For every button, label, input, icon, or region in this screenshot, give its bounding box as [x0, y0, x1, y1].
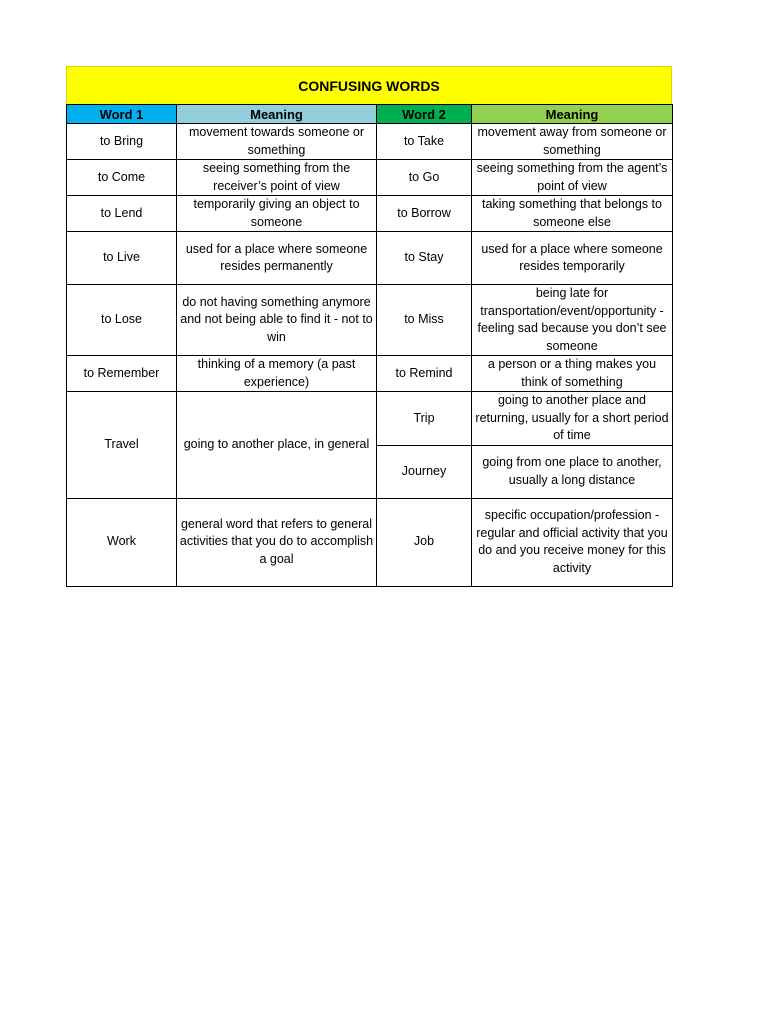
meaning2-cell: movement away from someone or something [472, 124, 673, 160]
meaning1-cell: used for a place where someone resides permanently [177, 232, 377, 285]
meaning2-cell: used for a place where someone resides temporarily [472, 232, 673, 285]
header-meaning2: Meaning [472, 105, 673, 124]
header-meaning1: Meaning [177, 105, 377, 124]
table-row [67, 232, 673, 285]
meaning1-cell: thinking of a memory (a past experience) [177, 356, 377, 392]
word2-cell: Trip [377, 392, 472, 446]
word1-cell: to Bring [67, 124, 177, 160]
word2-cell: to Borrow [377, 196, 472, 232]
meaning2-cell: specific occupation/profession - regular and official activity that you do and you receive money for this activity [472, 498, 673, 586]
word2-cell: to Take [377, 124, 472, 160]
meaning2-cell: seeing something from the agent’s point of view [472, 160, 673, 196]
confusing-words-sheet [66, 66, 672, 587]
meaning2-cell: a person or a thing makes you think of something [472, 356, 673, 392]
word2-cell: Job [377, 498, 472, 586]
meaning2-cell: going to another place and returning, usually for a short period of time [472, 392, 673, 446]
meaning1-cell: temporarily giving an object to someone [177, 196, 377, 232]
table-row [67, 356, 673, 392]
table-row [67, 196, 673, 232]
word2-cell: to Go [377, 160, 472, 196]
meaning1-cell: general word that refers to general activities that you do to accomplish a goal [177, 498, 377, 586]
word1-cell: to Live [67, 232, 177, 285]
meaning1-cell: movement towards someone or something [177, 124, 377, 160]
table-row [67, 498, 673, 586]
table-row [67, 160, 673, 196]
table-row [67, 285, 673, 356]
word1-cell: to Remember [67, 356, 177, 392]
word2-cell: to Stay [377, 232, 472, 285]
table-row [67, 124, 673, 160]
header-word2: Word 2 [377, 105, 472, 124]
header-word1: Word 1 [67, 105, 177, 124]
table-row [67, 392, 673, 446]
meaning1-cell: do not having something anymore and not being able to find it - not to win [177, 285, 377, 356]
page-title: CONFUSING WORDS [66, 66, 672, 104]
meaning2-cell: being late for transportation/event/opportunity - feeling sad because you don’t see someone [472, 285, 673, 356]
word2-cell: to Miss [377, 285, 472, 356]
header-row [67, 105, 673, 124]
vocabulary-table [66, 104, 673, 587]
word2-cell: to Remind [377, 356, 472, 392]
meaning2-cell: going from one place to another, usually a long distance [472, 445, 673, 498]
meaning1-cell: seeing something from the receiver’s point of view [177, 160, 377, 196]
word1-cell: to Lose [67, 285, 177, 356]
word1-cell: to Come [67, 160, 177, 196]
meaning1-cell: going to another place, in general [177, 392, 377, 499]
word1-cell: to Lend [67, 196, 177, 232]
meaning2-cell: taking something that belongs to someone else [472, 196, 673, 232]
word1-cell: Work [67, 498, 177, 586]
word2-cell: Journey [377, 445, 472, 498]
word1-cell: Travel [67, 392, 177, 499]
